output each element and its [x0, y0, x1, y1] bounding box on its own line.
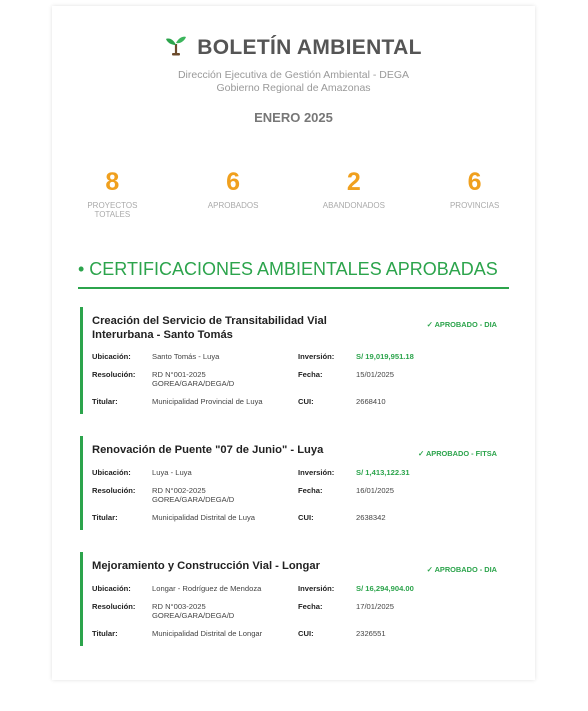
ubicacion-label: Ubicación: — [92, 468, 131, 477]
stat-label-line: PROYECTOS — [87, 201, 138, 210]
cui-label: CUI: — [298, 629, 314, 638]
period-label: ENERO 2025 — [254, 110, 333, 125]
project-card — [80, 307, 510, 414]
fecha-label: Fecha: — [298, 486, 323, 495]
cui-value: 2668410 — [356, 397, 386, 406]
title-row — [52, 34, 535, 61]
resolucion-line: RD N°002-2025 — [152, 486, 206, 495]
stat-approved — [173, 169, 294, 219]
stats-row — [52, 169, 535, 219]
cui-label: CUI: — [298, 397, 314, 406]
fecha-label: Fecha: — [298, 602, 323, 611]
cui-value: 2638342 — [356, 513, 386, 522]
ubicacion-value: Luya - Luya — [152, 468, 192, 477]
bulletin-page — [52, 6, 535, 680]
resolucion-value — [152, 370, 298, 388]
page-title: BOLETÍN AMBIENTAL — [197, 35, 422, 59]
titular-label: Titular: — [92, 629, 118, 638]
ubicacion-label: Ubicación: — [92, 584, 131, 593]
project-head — [92, 315, 510, 342]
stat-label-line: TOTALES — [94, 210, 131, 219]
inversion-label: Inversión: — [298, 352, 335, 361]
stat-total-projects — [52, 169, 173, 219]
stat-label: APROBADOS — [207, 201, 259, 210]
resolucion-value — [152, 486, 298, 504]
project-name: Renovación de Puente "07 de Junio" - Luya — [92, 444, 324, 456]
project-name: Creación del Servicio de Transitabilidad Vial Interurbana - Santo Tomás — [92, 315, 327, 341]
cui-value: 2326551 — [356, 629, 386, 638]
stat-value: 6 — [226, 168, 241, 196]
stat-value: 8 — [105, 168, 120, 196]
resolucion-line: RD N°001-2025 — [152, 370, 206, 379]
resolucion-line: GOREA/GARA/DEGA/D — [152, 495, 235, 504]
inversion-value: S/ 1,413,122.31 — [356, 468, 410, 477]
stat-label: ABANDONADOS — [322, 201, 385, 210]
resolucion-line: RD N°003-2025 — [152, 602, 206, 611]
stat-value: 6 — [467, 168, 482, 196]
resolucion-line: GOREA/GARA/DEGA/D — [152, 379, 235, 388]
project-card — [80, 552, 510, 646]
project-head — [92, 560, 510, 574]
inversion-label: Inversión: — [298, 584, 335, 593]
ubicacion-label: Ubicación: — [92, 352, 131, 361]
ubicacion-value: Longar - Rodríguez de Mendoza — [152, 584, 262, 593]
inversion-label: Inversión: — [298, 468, 335, 477]
inversion-value: S/ 19,019,951.18 — [356, 352, 414, 361]
stat-value: 2 — [346, 168, 361, 196]
stat-provinces — [414, 169, 535, 219]
fecha-label: Fecha: — [298, 370, 323, 379]
project-name: Mejoramiento y Construcción Vial - Longar — [92, 560, 320, 572]
resolucion-label: Resolución: — [92, 370, 136, 379]
cui-label: CUI: — [298, 513, 314, 522]
sprout-icon — [165, 34, 187, 61]
status-badge: ✓ APROBADO - DIA — [426, 320, 497, 329]
subtitle-government: Gobierno Regional de Amazonas — [216, 82, 371, 94]
titular-label: Titular: — [92, 513, 118, 522]
titular-value: Municipalidad Provincial de Luya — [152, 397, 263, 406]
fecha-value: 16/01/2025 — [356, 486, 395, 495]
fecha-value: 17/01/2025 — [356, 602, 395, 611]
ubicacion-value: Santo Tomás - Luya — [152, 352, 220, 361]
titular-label: Titular: — [92, 397, 118, 406]
status-badge: ✓ APROBADO - FITSA — [417, 449, 497, 458]
resolucion-value — [152, 602, 298, 620]
fecha-value: 15/01/2025 — [356, 370, 395, 379]
stat-label — [52, 201, 173, 219]
resolucion-label: Resolución: — [92, 486, 136, 495]
project-head — [92, 444, 510, 458]
project-details — [92, 352, 510, 406]
resolucion-line: GOREA/GARA/DEGA/D — [152, 611, 235, 620]
stat-label: PROVINCIAS — [449, 201, 500, 210]
inversion-value: S/ 16,294,904.00 — [356, 584, 414, 593]
subtitle-agency: Dirección Ejecutiva de Gestión Ambiental - DEGA — [177, 69, 410, 81]
project-details — [92, 584, 510, 638]
header — [52, 6, 535, 125]
project-card — [80, 436, 510, 530]
stat-abandoned — [294, 169, 415, 219]
titular-value: Municipalidad Distrital de Luya — [152, 513, 255, 522]
resolucion-label: Resolución: — [92, 602, 136, 611]
titular-value: Municipalidad Distrital de Longar — [152, 629, 263, 638]
status-badge: ✓ APROBADO - DIA — [426, 565, 497, 574]
section-title: • CERTIFICACIONES AMBIENTALES APROBADAS — [78, 259, 509, 289]
project-details — [92, 468, 510, 522]
